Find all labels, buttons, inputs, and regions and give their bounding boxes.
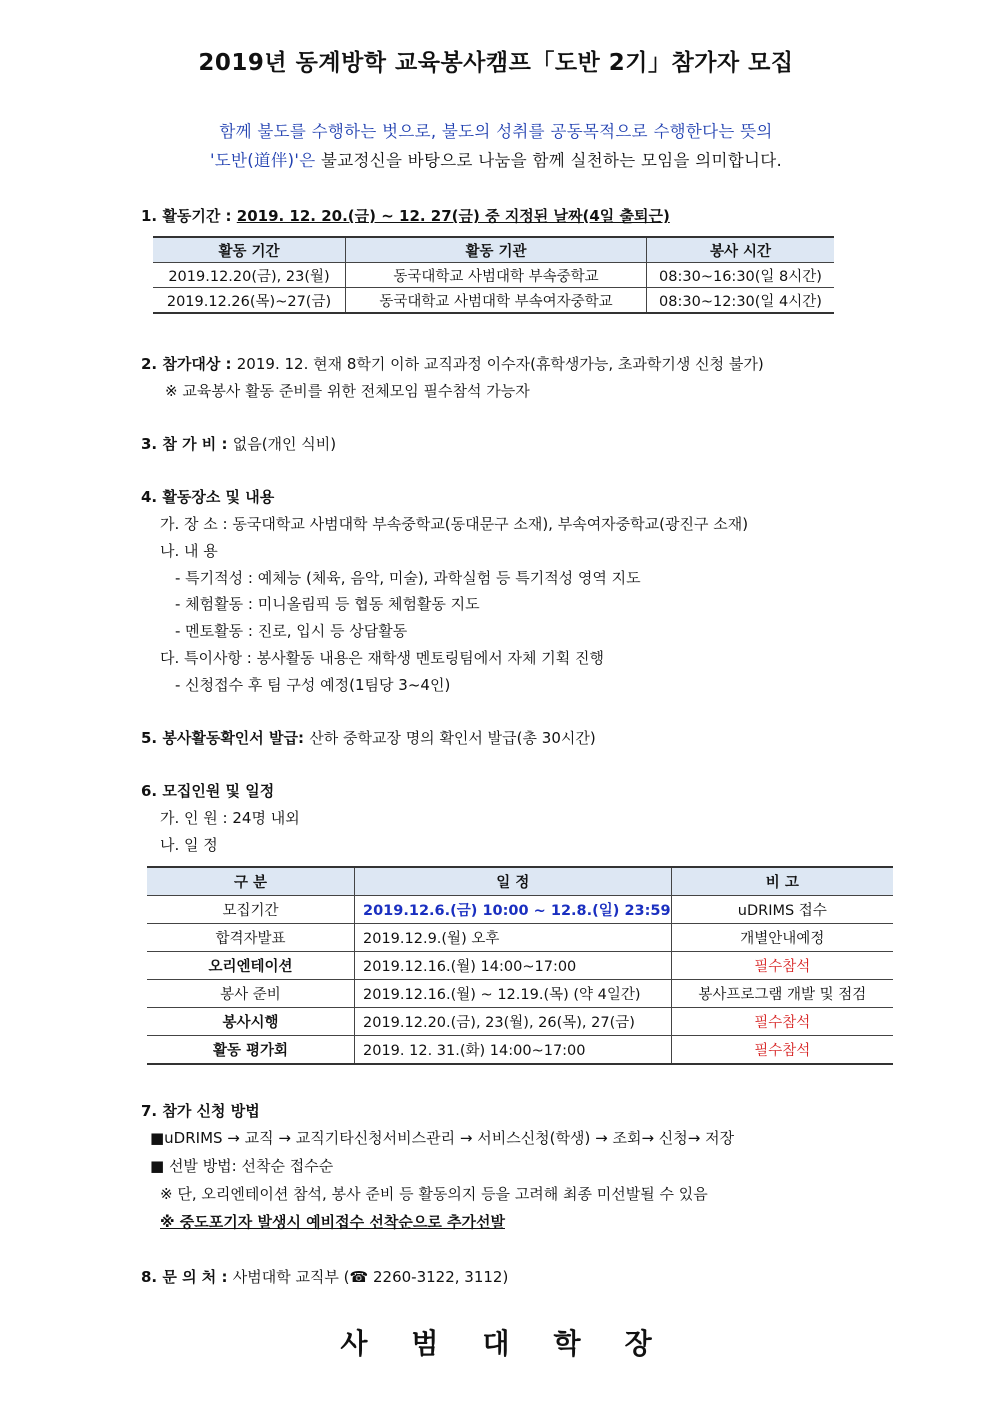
table-cell: 2019.12.9.(월) 오후 bbox=[355, 924, 672, 952]
section-4-content: 나. 내 용 bbox=[160, 542, 218, 560]
table-cell: 필수참석 bbox=[671, 952, 893, 980]
table-cell: 2019.12.16.(월) ~ 12.19.(목) (약 4일간) bbox=[355, 980, 672, 1008]
list-item: - 멘토활동 : 진로, 입시 등 상담활동 bbox=[175, 622, 408, 640]
table-cell: 합격자발표 bbox=[147, 924, 355, 952]
section-8-value: 사범대학 교직부 (☎ 2260-3122, 3112) bbox=[232, 1268, 509, 1286]
section-5 bbox=[141, 727, 596, 748]
table-cell: 봉사시행 bbox=[147, 1008, 355, 1036]
table-cell: 08:30~12:30(일 4시간) bbox=[647, 288, 835, 314]
col-header: 비 고 bbox=[671, 867, 893, 896]
section-8 bbox=[141, 1266, 508, 1287]
section-4-place: 가. 장 소 : 동국대학교 사범대학 부속중학교(동대문구 소재), 부속여자중학교(광진구 소재) bbox=[160, 515, 749, 533]
section-5-value: 산하 중학교장 명의 확인서 발급(총 30시간) bbox=[309, 729, 596, 747]
table-cell: 2019.12.16.(월) 14:00~17:00 bbox=[355, 952, 672, 980]
section-6-count: 가. 인 원 : 24명 내외 bbox=[160, 809, 300, 827]
section-5-label: 5. 봉사활동확인서 발급: bbox=[141, 729, 310, 747]
section-7-note-1: ※ 단, 오리엔테이션 참석, 봉사 준비 등 활동의지 등을 고려해 최종 미선발될 수 있음 bbox=[160, 1185, 708, 1203]
section-4-label: 4. 활동장소 및 내용 bbox=[141, 488, 275, 506]
section-1-label: 1. 활동기간 : bbox=[141, 207, 237, 225]
section-4-special: 다. 특이사항 : 봉사활동 내용은 재학생 멘토링팀에서 자체 기획 진행 bbox=[160, 649, 604, 667]
table-cell: 2019.12.6.(금) 10:00 ~ 12.8.(일) 23:59 bbox=[355, 896, 672, 924]
list-item: - 특기적성 : 예체능 (체육, 음악, 미술), 과학실험 등 특기적성 영역 지도 bbox=[175, 569, 641, 587]
page-title: 2019년 동계방학 교육봉사캠프「도반 2기」참가자 모집 bbox=[198, 50, 794, 76]
table-cell: 2019.12.20.(금), 23(월), 26(목), 27(금) bbox=[355, 1008, 672, 1036]
col-header: 구 분 bbox=[147, 867, 355, 896]
table-cell: 활동 평가회 bbox=[147, 1036, 355, 1065]
table-cell: 필수참석 bbox=[671, 1036, 893, 1065]
table-header-row bbox=[147, 867, 893, 896]
table-cell: 개별안내예정 bbox=[671, 924, 893, 952]
section-3-value: 없음(개인 식비) bbox=[232, 435, 337, 453]
activity-table bbox=[153, 236, 834, 314]
table-cell: uDRIMS 접수 bbox=[671, 896, 893, 924]
list-item: - 체험활동 : 미니올림픽 등 협동 체험활동 지도 bbox=[175, 595, 480, 613]
col-header: 봉사 시간 bbox=[647, 237, 835, 263]
section-7-label: 7. 참가 신청 방법 bbox=[141, 1102, 260, 1120]
table-cell: 모집기간 bbox=[147, 896, 355, 924]
section-2-note: ※ 교육봉사 활동 준비를 위한 전체모임 필수참석 가능자 bbox=[165, 382, 530, 400]
col-header: 활동 기관 bbox=[346, 237, 647, 263]
intro-line-2 bbox=[0, 147, 992, 171]
section-1-value: 2019. 12. 20.(금) ~ 12. 27(금) 중 지정된 날짜(4일 출퇴근) bbox=[236, 207, 670, 225]
table-row bbox=[147, 1008, 893, 1036]
section-2 bbox=[141, 353, 764, 374]
table-header-row bbox=[153, 237, 834, 263]
table-cell: 봉사프로그램 개발 및 점검 bbox=[671, 980, 893, 1008]
table-row bbox=[147, 980, 893, 1008]
intro-line-1: 함께 불도를 수행하는 벗으로, 불도의 성취를 공동목적으로 수행한다는 뜻의 bbox=[219, 122, 773, 141]
table-cell: 봉사 준비 bbox=[147, 980, 355, 1008]
table-row bbox=[153, 263, 834, 288]
table-cell: 08:30~16:30(일 8시간) bbox=[647, 263, 835, 288]
col-header: 활동 기간 bbox=[153, 237, 346, 263]
table-cell: 2019.12.20(금), 23(월) bbox=[153, 263, 346, 288]
section-7-note-2: ※ 중도포기자 발생시 예비접수 선착순으로 추가선발 bbox=[160, 1213, 505, 1231]
table-row bbox=[147, 924, 893, 952]
section-2-value: 2019. 12. 현재 8학기 이하 교직과정 이수자(휴학생가능, 초과학기생 신청 불가) bbox=[236, 355, 764, 373]
signature-dean: 사범대학장 bbox=[340, 1327, 696, 1360]
list-item: - 신청접수 후 팀 구성 예정(1팀당 3~4인) bbox=[175, 676, 451, 694]
section-6-label: 6. 모집인원 및 일정 bbox=[141, 782, 275, 800]
table-cell: 동국대학교 사범대학 부속중학교 bbox=[346, 263, 647, 288]
intro-rest: 불교정신을 바탕으로 나눔을 함께 실천하는 모임을 의미합니다. bbox=[315, 151, 783, 170]
table-cell: 2019. 12. 31.(화) 14:00~17:00 bbox=[355, 1036, 672, 1065]
section-6-schedule: 나. 일 정 bbox=[160, 836, 218, 854]
section-2-label: 2. 참가대상 : bbox=[141, 355, 237, 373]
section-3 bbox=[141, 433, 336, 454]
col-header: 일 정 bbox=[355, 867, 672, 896]
table-row bbox=[153, 288, 834, 314]
table-row bbox=[147, 1036, 893, 1065]
table-row bbox=[147, 952, 893, 980]
table-cell: 동국대학교 사범대학 부속여자중학교 bbox=[346, 288, 647, 314]
table-cell: 2019.12.26(목)~27(금) bbox=[153, 288, 346, 314]
intro-quote: '도반(道伴)'은 bbox=[209, 151, 316, 170]
table-row bbox=[147, 896, 893, 924]
table-cell: 필수참석 bbox=[671, 1008, 893, 1036]
section-3-label: 3. 참 가 비 : bbox=[141, 435, 233, 453]
section-7-select: ■ 선발 방법: 선착순 접수순 bbox=[150, 1157, 334, 1175]
schedule-table bbox=[147, 866, 893, 1065]
section-1 bbox=[141, 205, 670, 226]
section-7-path: ■uDRIMS → 교직 → 교직기타신청서비스관리 → 서비스신청(학생) → 조회→ 신청→ 저장 bbox=[150, 1129, 735, 1147]
section-8-label: 8. 문 의 처 : bbox=[141, 1268, 233, 1286]
table-cell: 오리엔테이션 bbox=[147, 952, 355, 980]
